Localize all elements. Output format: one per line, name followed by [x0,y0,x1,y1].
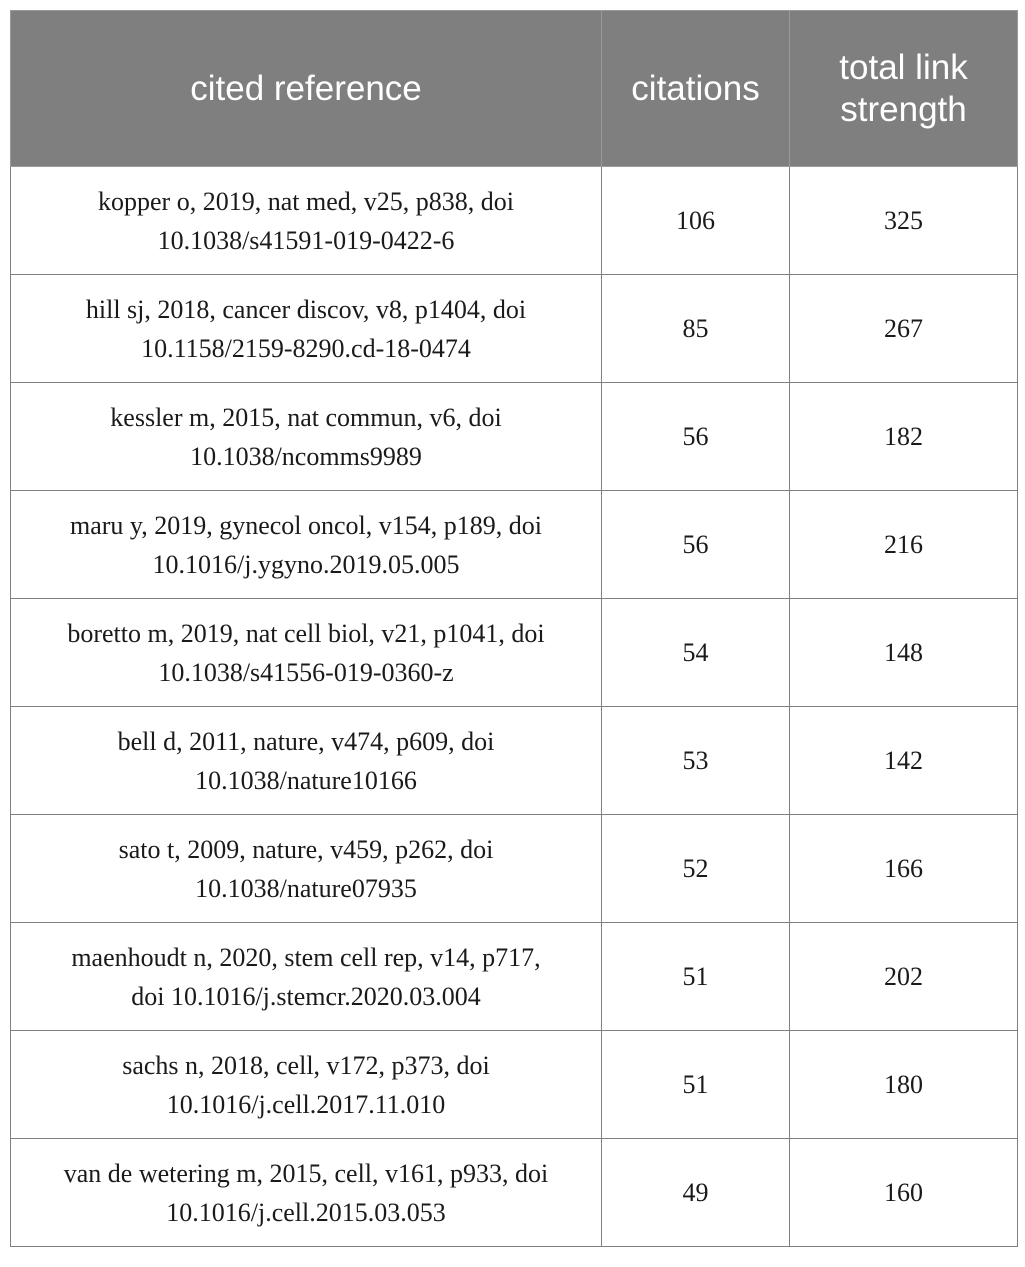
cited-reference-line: 10.1038/nature07935 [195,873,417,903]
cited-reference-line: 10.1016/j.cell.2015.03.053 [166,1197,446,1227]
citations-cell: 53 [602,707,790,815]
cited-reference-cell [11,815,602,923]
cited-reference-cell [11,599,602,707]
citations-cell: 51 [602,1031,790,1139]
total-link-strength-cell: 202 [790,923,1018,1031]
citations-cell: 56 [602,491,790,599]
header-total-link-strength: total link strength [790,11,1018,167]
cited-reference-line: 10.1158/2159-8290.cd-18-0474 [141,333,471,363]
citations-cell: 85 [602,275,790,383]
table-row [11,275,1018,383]
cited-reference-line: sachs n, 2018, cell, v172, p373, doi [122,1050,490,1080]
total-link-strength-cell: 216 [790,491,1018,599]
cited-reference-cell [11,707,602,815]
cited-reference-line: van de wetering m, 2015, cell, v161, p933, doi [63,1158,549,1188]
total-link-strength-cell: 180 [790,1031,1018,1139]
total-link-strength-cell: 160 [790,1139,1018,1247]
total-link-strength-cell: 148 [790,599,1018,707]
cited-reference-line: maru y, 2019, gynecol oncol, v154, p189, doi [69,510,543,540]
cited-reference-line: 10.1016/j.ygyno.2019.05.005 [152,549,460,579]
total-link-strength-cell: 267 [790,275,1018,383]
table-row [11,707,1018,815]
header-citations: citations [602,11,790,167]
cited-reference-cell [11,1139,602,1247]
table-row [11,491,1018,599]
table-row [11,167,1018,275]
cited-reference-line: kessler m, 2015, nat commun, v6, doi [110,402,502,432]
citations-cell: 54 [602,599,790,707]
cited-reference-cell [11,923,602,1031]
cited-reference-line: 10.1016/j.cell.2017.11.010 [166,1089,446,1119]
cited-reference-line: hill sj, 2018, cancer discov, v8, p1404, doi [85,294,527,324]
citations-cell: 56 [602,383,790,491]
cited-reference-cell [11,167,602,275]
cited-reference-cell [11,275,602,383]
citations-cell: 49 [602,1139,790,1247]
cited-reference-line: doi 10.1016/j.stemcr.2020.03.004 [131,981,481,1011]
cited-reference-line: bell d, 2011, nature, v474, p609, doi [117,726,495,756]
cited-reference-line: 10.1038/ncomms9989 [190,441,422,471]
table-body [11,167,1018,1247]
citations-cell: 106 [602,167,790,275]
citations-cell: 52 [602,815,790,923]
total-link-strength-cell: 182 [790,383,1018,491]
total-link-strength-cell: 166 [790,815,1018,923]
table-row [11,1139,1018,1247]
table-row [11,599,1018,707]
cited-references-table [10,10,1018,1247]
citations-cell: 51 [602,923,790,1031]
cited-reference-cell [11,383,602,491]
table-row [11,815,1018,923]
total-link-strength-cell: 142 [790,707,1018,815]
cited-reference-line: 10.1038/s41591-019-0422-6 [157,225,455,255]
total-link-strength-cell: 325 [790,167,1018,275]
cited-reference-line: sato t, 2009, nature, v459, p262, doi [118,834,494,864]
header-cited-reference: cited reference [11,11,602,167]
table-row [11,383,1018,491]
cited-reference-line: boretto m, 2019, nat cell biol, v21, p1041, doi [67,618,545,648]
cited-reference-line: 10.1038/s41556-019-0360-z [158,657,454,687]
cited-reference-line: 10.1038/nature10166 [195,765,417,795]
cited-reference-line: maenhoudt n, 2020, stem cell rep, v14, p717, [71,942,541,972]
table-row [11,923,1018,1031]
table-row [11,1031,1018,1139]
header-row [11,11,1018,167]
table-header [11,11,1018,167]
cited-reference-line: kopper o, 2019, nat med, v25, p838, doi [98,186,514,216]
cited-reference-cell [11,1031,602,1139]
cited-reference-cell [11,491,602,599]
